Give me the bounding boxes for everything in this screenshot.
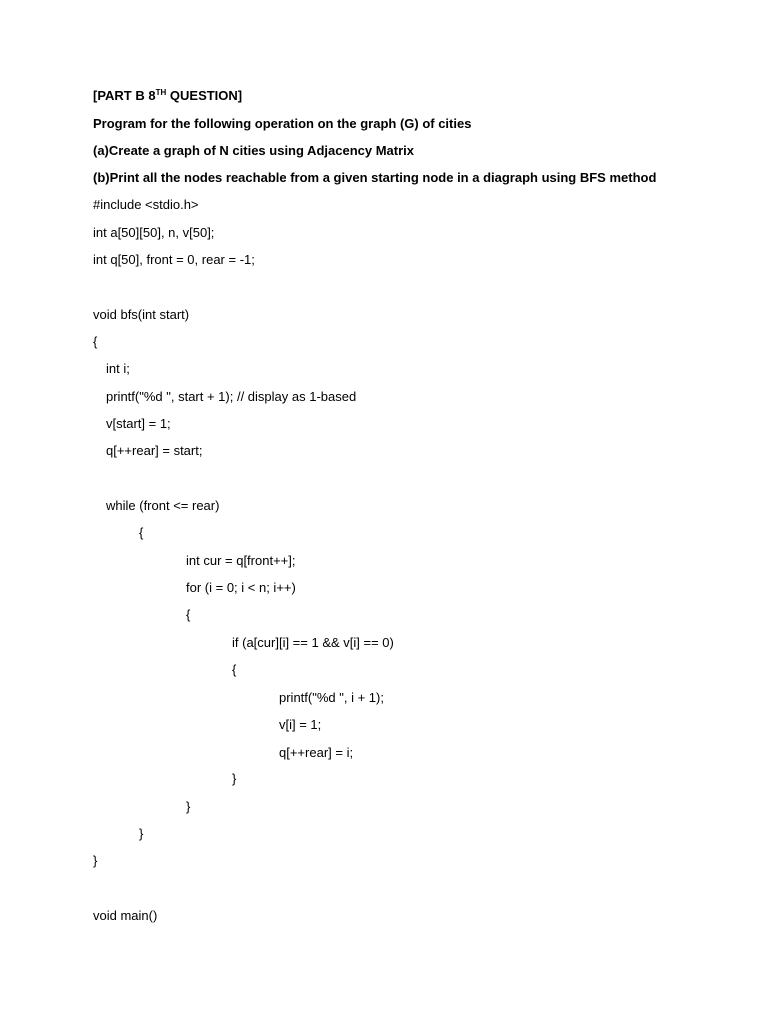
code-line: printf("%d ", start + 1); // display as 1-based: [106, 389, 357, 404]
heading: [93, 88, 242, 104]
intro-line: (b)Print all the nodes reachable from a given starting node in a diagraph using BFS method: [93, 170, 657, 185]
heading-suffix: QUESTION]: [166, 88, 243, 103]
code-line: {: [186, 607, 191, 622]
code-line: v[start] = 1;: [106, 416, 171, 431]
code-line: {: [93, 334, 98, 349]
code-line: q[++rear] = i;: [279, 745, 354, 760]
code-line: int a[50][50], n, v[50];: [93, 225, 215, 240]
code-line: void main(): [93, 908, 158, 923]
code-line: }: [232, 771, 237, 786]
code-line: v[i] = 1;: [279, 717, 322, 732]
code-line: int q[50], front = 0, rear = -1;: [93, 252, 255, 267]
code-line: #include <stdio.h>: [93, 197, 199, 212]
code-line: int cur = q[front++];: [186, 553, 296, 568]
intro-line: Program for the following operation on the graph (G) of cities: [93, 116, 472, 131]
code-line: q[++rear] = start;: [106, 443, 203, 458]
code-line: void bfs(int start): [93, 307, 190, 322]
heading-superscript: TH: [155, 88, 167, 97]
code-line: while (front <= rear): [106, 498, 220, 513]
code-line: }: [186, 799, 191, 814]
code-line: }: [139, 826, 144, 841]
intro-line: (a)Create a graph of N cities using Adjacency Matrix: [93, 143, 414, 158]
code-line: printf("%d ", i + 1);: [279, 690, 384, 705]
heading-prefix: [PART B 8: [93, 88, 156, 103]
code-line: {: [232, 662, 237, 677]
code-line: int i;: [106, 361, 130, 376]
code-line: {: [139, 525, 144, 540]
code-line: if (a[cur][i] == 1 && v[i] == 0): [232, 635, 394, 650]
code-line: }: [93, 853, 98, 868]
code-line: for (i = 0; i < n; i++): [186, 580, 296, 595]
